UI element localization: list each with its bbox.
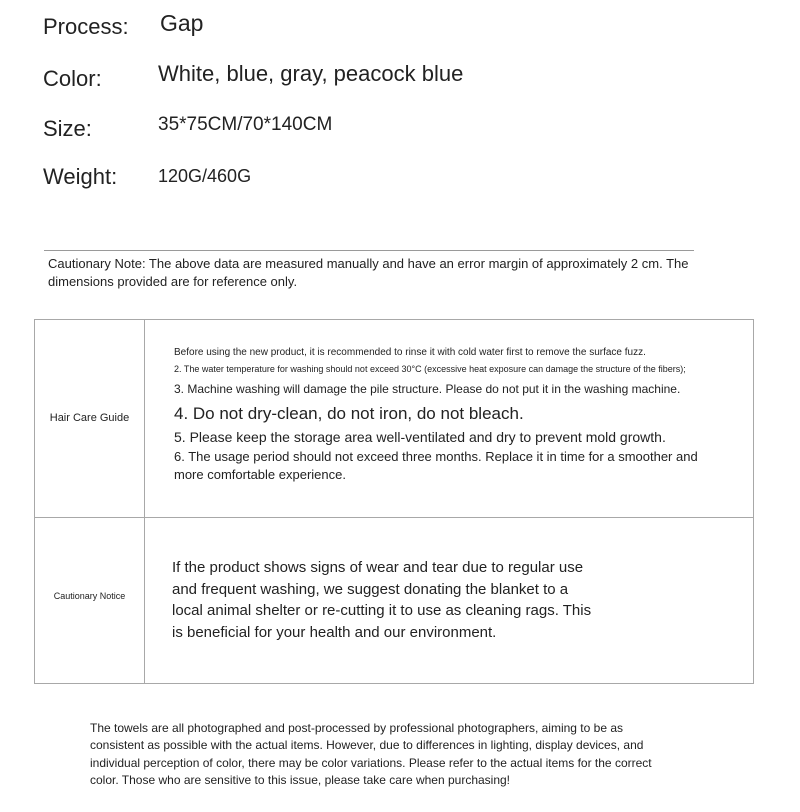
care-item: 3. Machine washing will damage the pile structure. Please do not put it in the washing machine. xyxy=(174,382,681,396)
care-item: 6. The usage period should not exceed three months. Replace it in time for a smoother and more comfortable experience. xyxy=(174,449,698,482)
care-item: 5. Please keep the storage area well-ventilated and dry to prevent mold growth. xyxy=(174,429,666,445)
column-divider xyxy=(144,517,145,683)
care-guide-label: Hair Care Guide xyxy=(49,412,130,424)
spec-color-label: Color: xyxy=(43,66,102,91)
care-item: 4. Do not dry-clean, do not iron, do not bleach. xyxy=(174,404,524,423)
spec-weight-value: 120G/460G xyxy=(158,166,252,186)
column-divider xyxy=(144,320,145,517)
spec-color-value: White, blue, gray, peacock blue xyxy=(158,61,464,86)
cautionary-notice-row xyxy=(35,517,753,683)
spec-size-value: 35*75CM/70*140CM xyxy=(158,114,333,135)
care-item: Before using the new product, it is recommended to rinse it with cold water first to remove the surface fuzz. xyxy=(174,347,646,358)
cautionary-notice-text: If the product shows signs of wear and tear due to regular use and frequent washing, we suggest donating the blanket to a local animal shelter or re-cutting it to use as cleaning rags. This is beneficial for your health and our environment. xyxy=(172,559,592,641)
spec-process-value: Gap xyxy=(160,10,204,36)
spec-size-label: Size: xyxy=(43,116,92,141)
spec-process-label: Process: xyxy=(43,14,129,39)
spec-weight-label: Weight: xyxy=(43,164,118,189)
care-item: 2. The water temperature for washing should not exceed 30°C (excessive heat exposure can damage the structure of the fibers); xyxy=(174,364,686,374)
caution-note: Cautionary Note: The above data are measured manually and have an error margin of approximately 2 cm. The dimensions provided are for reference only. xyxy=(48,256,689,289)
cautionary-notice-label: Cautionary Notice xyxy=(53,591,126,601)
care-guide-list xyxy=(174,346,719,484)
photo-disclaimer: The towels are all photographed and post-processed by professional photographers, aiming to be as consistent as possible with the actual items. However, due to differences in lighting, display devices, and individual perception of color, there may be color variations. Please refer to the actual items for the correct color. Those who are sensitive to this issue, please take care when purchasing! xyxy=(90,721,652,787)
care-guide-row xyxy=(35,320,753,518)
care-table xyxy=(34,319,754,684)
section-divider xyxy=(44,250,694,251)
